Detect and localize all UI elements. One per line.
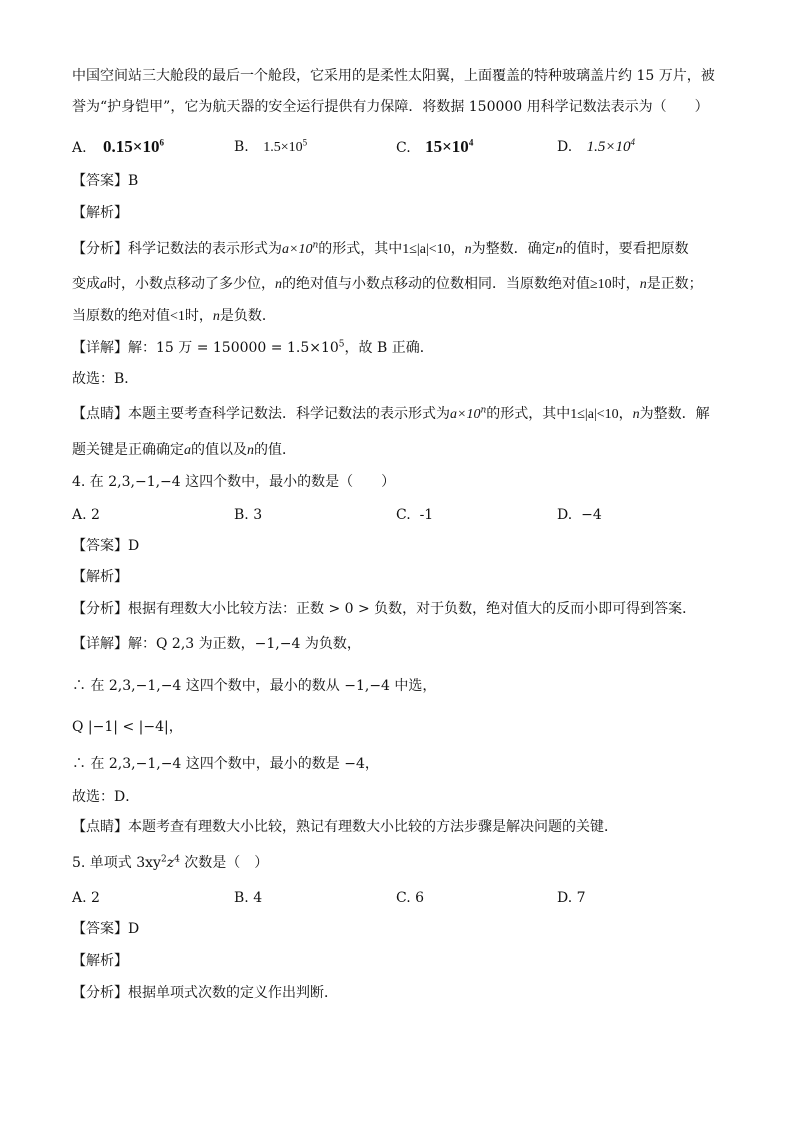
q5-option-b: B. 4 xyxy=(234,890,263,906)
q3-fenxi-line1: 【分析】科学记数法的表示形式为$a\times 10^n$的形式，其中1≤|a|<10，n为整数．确定n的值时，要看把原数 xyxy=(72,240,689,257)
q5-answer: 【答案】D xyxy=(72,921,140,937)
option-letter: C. xyxy=(396,140,411,156)
q3-option-d xyxy=(557,137,635,157)
q3-option-a xyxy=(72,137,164,158)
q4-option-a: A. 2 xyxy=(72,507,100,523)
q4-step-3: Q |−1| < |−4|， xyxy=(72,719,183,735)
q5-option-a: A. 2 xyxy=(72,890,100,906)
q3-option-b xyxy=(234,137,307,158)
q4-step-2: ∴ 在 2,3,−1,−4 这四个数中，最小的数从 −1,−4 中选， xyxy=(72,678,437,694)
q4-dianjing: 【点睛】本题考查有理数大小比较，熟记有理数大小比较的方法步骤是解决问题的关键． xyxy=(72,819,618,835)
option-value: $0.15\times 10^6$ xyxy=(103,137,164,156)
q3-dianjing-line2: 题关键是正确确定a的值以及n的值． xyxy=(72,442,296,458)
q5-option-c: C. 6 xyxy=(396,890,425,906)
q3-answer: 【答案】B xyxy=(72,173,139,189)
q3-option-c xyxy=(396,137,473,158)
q3-dianjing-line1: 【点睛】本题主要考查科学记数法．科学记数法的表示形式为$a\times 10^n$的形式，其中1≤|a|<10，n为整数．解 xyxy=(72,405,710,422)
q4-step-4: ∴ 在 2,3,−1,−4 这四个数中，最小的数是 −4， xyxy=(72,756,379,772)
q4-answer: 【答案】D xyxy=(72,538,140,554)
q5-analysis-title: 【解析】 xyxy=(72,953,128,969)
q4-option-c: C. -1 xyxy=(396,507,434,523)
q4-fenxi: 【分析】根据有理数大小比较方法：正数 > 0 > 负数，对于负数，绝对值大的反而小即可得到答案． xyxy=(72,601,697,617)
option-value: $1.5\times 10^4$ xyxy=(586,137,636,155)
q3-fenxi-line2: 变成a时，小数点移动了多少位，n的绝对值与小数点移动的位数相同．当原数绝对值≥10时，n是正数； xyxy=(72,276,703,292)
q4-analysis-title: 【解析】 xyxy=(72,569,128,585)
q5-stem: 5. 单项式 $3xy^2z^4$ 次数是（ ） xyxy=(72,854,269,871)
q4-stem: 4. 在 2,3,−1,−4 这四个数中，最小的数是（ ） xyxy=(72,474,396,490)
option-letter: D. xyxy=(557,139,573,155)
q4-choose: 故选：D． xyxy=(72,789,140,805)
q4-option-d: D. −4 xyxy=(557,507,602,523)
q4-option-b: B. 3 xyxy=(234,507,263,523)
q3-fenxi-line3: 当原数的绝对值<1时，n是负数． xyxy=(72,308,276,324)
option-value: $1.5\times 10^5$ xyxy=(263,137,308,155)
q5-option-d: D. 7 xyxy=(557,890,586,906)
q3-xiangjie: 【详解】解：15 万 = $150000 = 1.5\times 10^5$，故 B 正确． xyxy=(72,339,434,356)
q5-fenxi: 【分析】根据单项式次数的定义作出判断． xyxy=(72,985,338,1001)
option-letter: A. xyxy=(72,140,87,156)
q3-analysis-title: 【解析】 xyxy=(72,205,128,221)
option-letter: B. xyxy=(234,139,249,155)
q3-choose: 故选：B． xyxy=(72,371,139,387)
q3-stem-line2: 誉为“护身铠甲”，它为航天器的安全运行提供有力保障．将数据 150000 用科学记数法表示为（ ） xyxy=(72,99,709,115)
q3-stem-line1: 中国空间站三大舱段的最后一个舱段，它采用的是柔性太阳翼，上面覆盖的特种玻璃盖片约 15 万片，被 xyxy=(72,68,715,84)
q4-xiangjie: 【详解】解：Q 2,3 为正数，−1,−4 为负数， xyxy=(72,636,361,652)
option-value: $15\times 10^4$ xyxy=(425,137,474,156)
